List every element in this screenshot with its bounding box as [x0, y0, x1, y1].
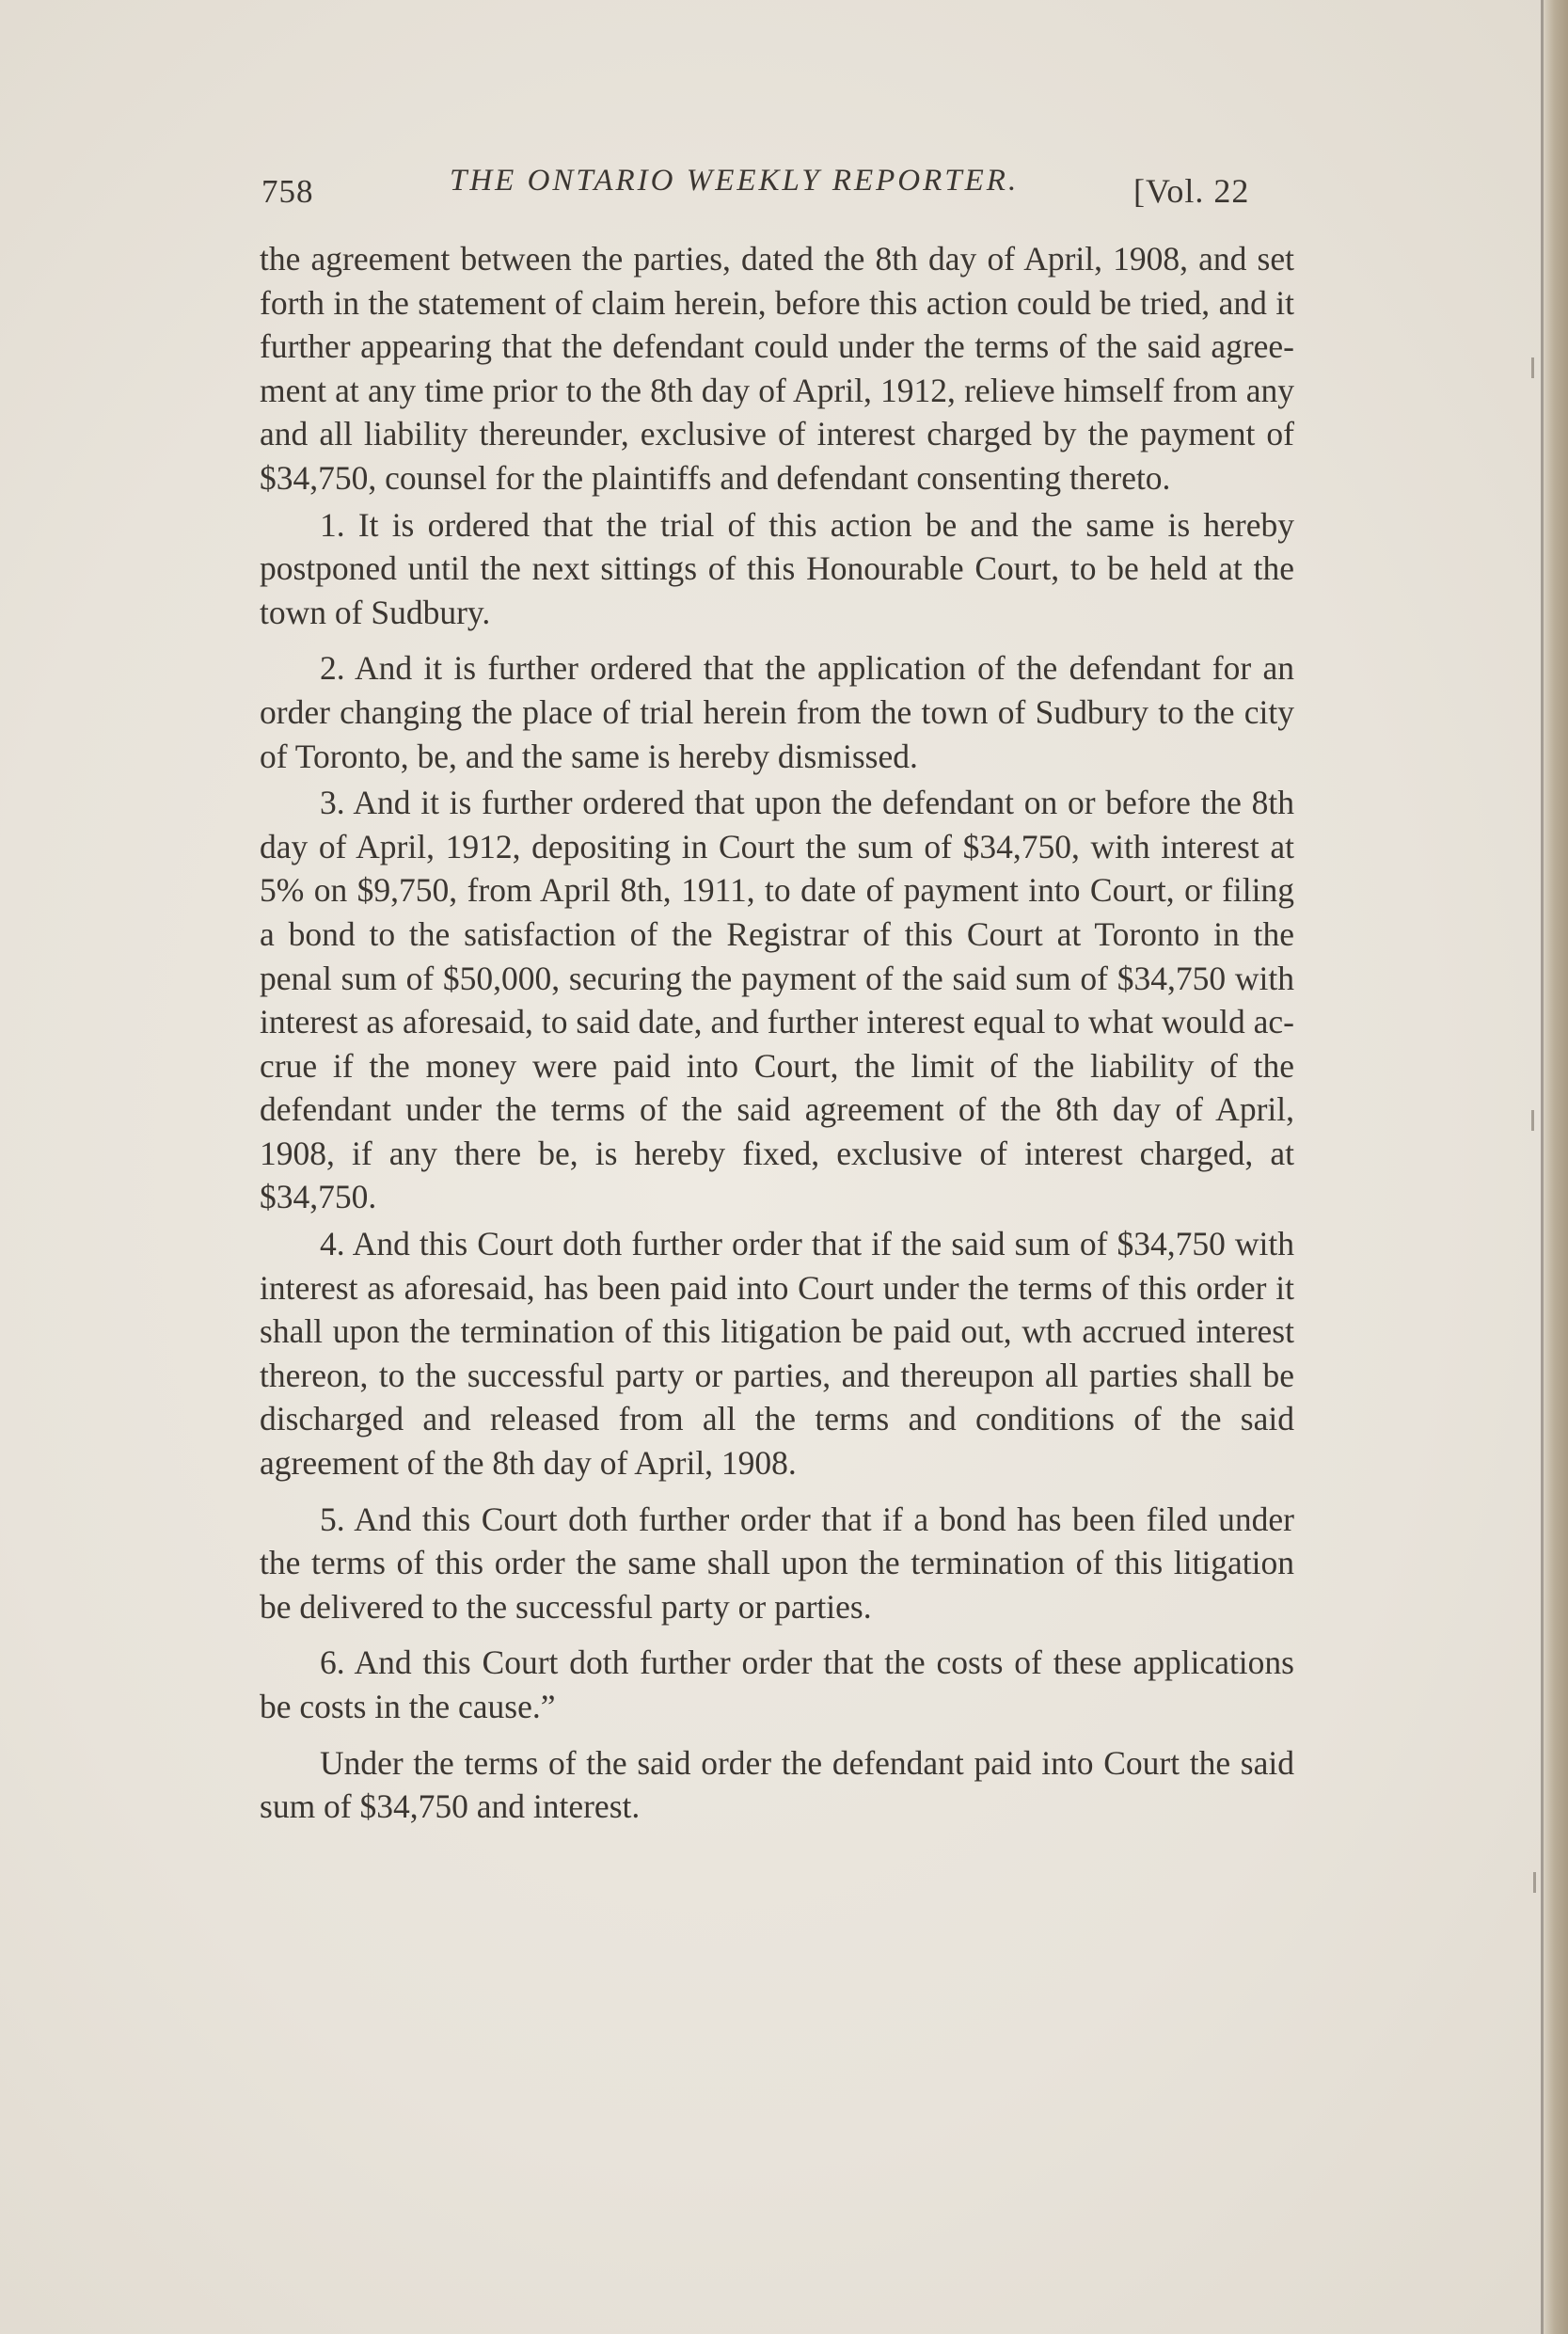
paragraph-order-4: 4. And this Court doth further order that if the said sum of $34,750 with interest as aforesaid, has been paid into Court under the terms of this order it shall upon the termination of this litigation be paid out, wth accrued interest thereon, to the successful party or parties, and thereupon all parties shall be discharged and released from all the terms and conditions of the said agreement of the 8th day of April, 1908.	[260, 1225, 1294, 1483]
paragraph-order-3: 3. And it is further ordered that upon the defendant on or before the 8th day of April, 1912, depositing in Court the sum of $34,750, with interest at 5% on $9,750, from April 8th, 1911, to date of payment into Court, or filing a bond to the satisfaction of the Registrar of this Court at Toronto in the penal sum of $50,000, securing the payment of the said sum of $34,750 with interest as aforesaid, to said date, and further interest equal to what would accrue if the money were paid into Court, the limit of the liability of the defendant under the terms of the said agreement of the 8th day of April, 1908, if any there be, is hereby fixed, exclusive of interest charged, at $34,750.	[260, 784, 1294, 1216]
margin-mark	[1531, 1110, 1534, 1131]
page-edge	[1544, 0, 1568, 2334]
margin-mark	[1533, 1872, 1536, 1893]
page-number: 758	[261, 173, 314, 210]
page-edge-line	[1541, 0, 1544, 2334]
paragraph-order-5: 5. And this Court doth further order that if a bond has been filed under the terms of this order the same shall upon the termination of this litigation be delivered to the successful party or parties.	[260, 1500, 1294, 1626]
paragraph-order-6: 6. And this Court doth further order that the costs of these applications be costs in the cause.”	[260, 1643, 1294, 1725]
paragraph-closing: Under the terms of the said order the defendant paid into Court the said sum of $34,750 and interest.	[260, 1743, 1294, 1826]
volume-label: [Vol. 22	[1133, 172, 1250, 210]
paragraph-continuation: the agreement between the parties, dated the 8th day of April, 1908, and set forth in the statement of claim herein, before this action could be tried, and it further appearing that the defendant could under the terms of the said agreement at any time prior to the 8th day of April, 1912, relieve himself from any and all liability thereunder, exclusive of interest charged by the payment of $34,750, counsel for the plaintiffs and defendant consenting thereto.	[260, 240, 1294, 497]
running-title: THE ONTARIO WEEKLY REPORTER.	[450, 164, 1020, 198]
margin-mark	[1531, 357, 1534, 378]
paragraph-order-2: 2. And it is further ordered that the application of the defendant for an order changing the place of trial herein from the town of Sudbury to the city of Toronto, be, and the same is hereby dismissed.	[260, 649, 1294, 775]
body-text	[260, 237, 1294, 1829]
paragraph-order-1: 1. It is ordered that the trial of this action be and the same is hereby postponed until the next sittings of this Honourable Court, to be held at the town of Sudbury.	[260, 505, 1294, 631]
page-header	[254, 162, 1289, 218]
